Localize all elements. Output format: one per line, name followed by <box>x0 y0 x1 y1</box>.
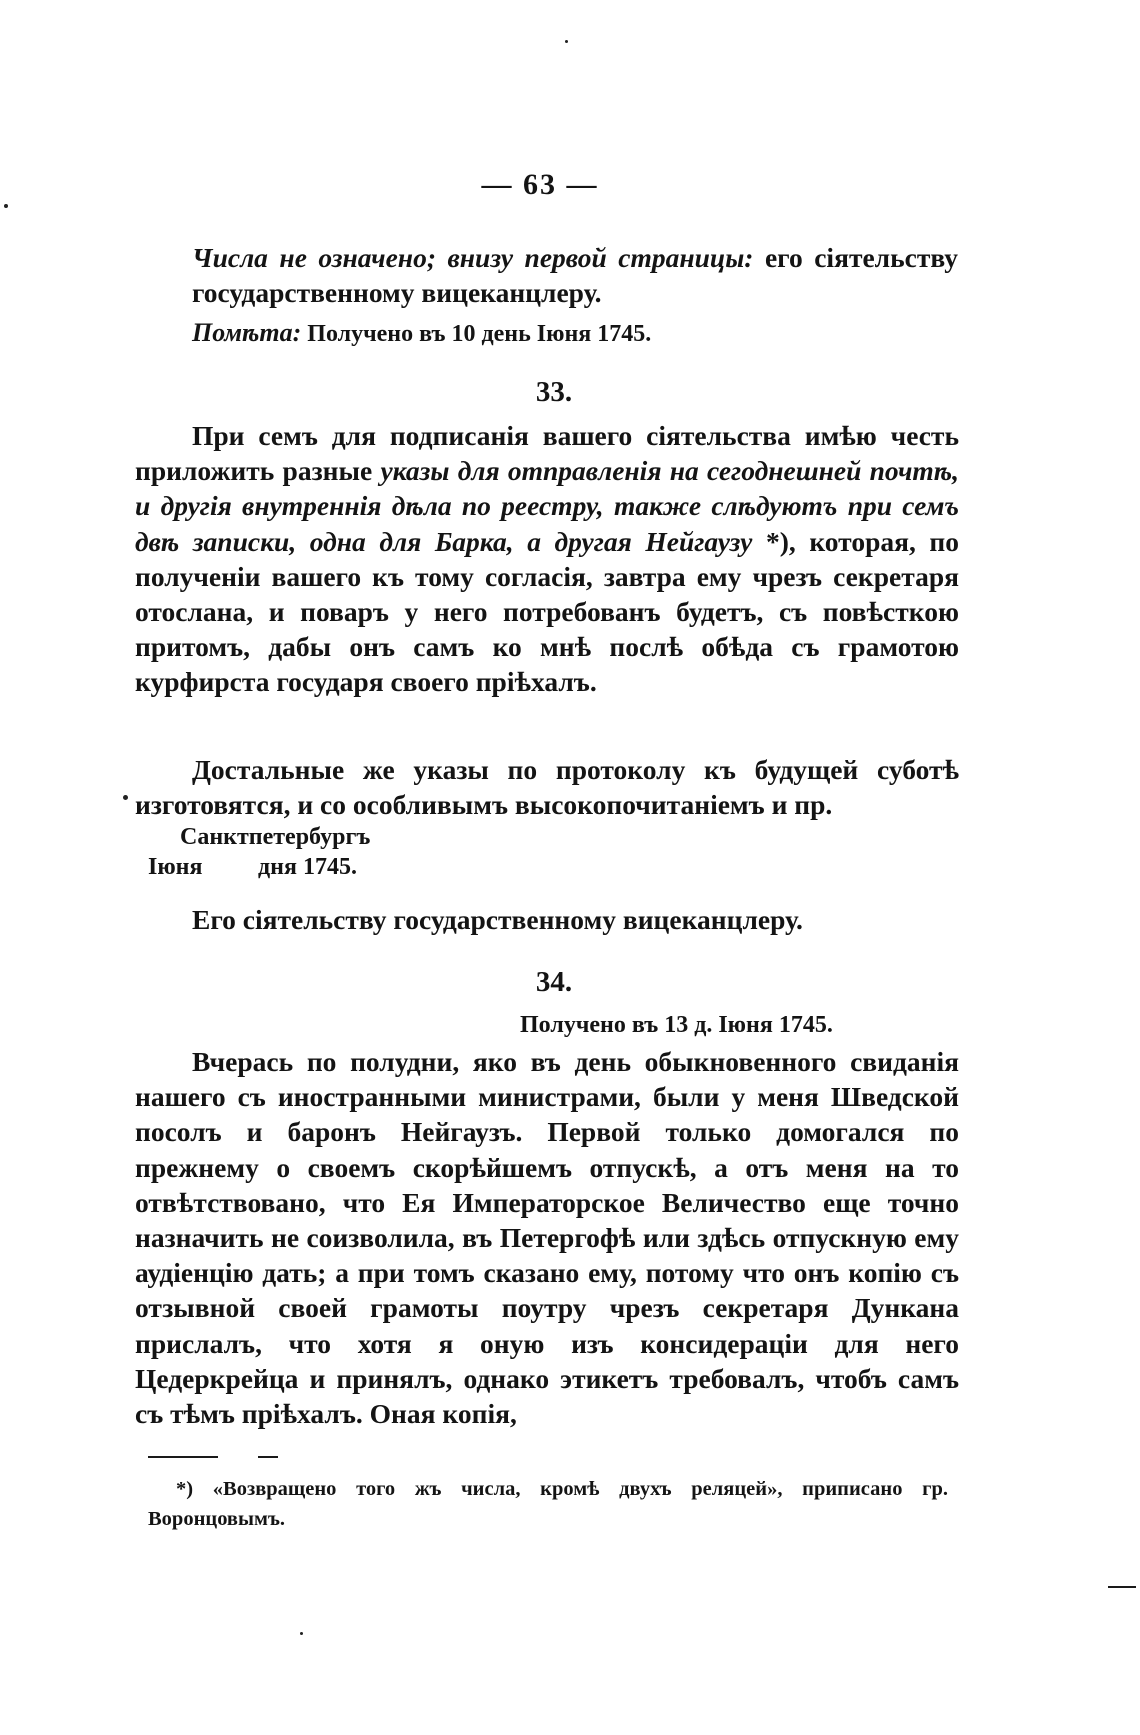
header-note-italic: Числа не означено; внизу первой страницы: <box>192 242 754 273</box>
scan-speck <box>4 204 8 208</box>
letter-33-address: Его сіятельству государственному вицеканцлеру. <box>192 904 803 935</box>
pometa-label: Помѣта: <box>192 318 302 347</box>
letter-33-place: Санктпетербургъ <box>180 824 371 850</box>
footnote-rule <box>148 1456 218 1458</box>
footnote-rule-short <box>258 1456 278 1458</box>
scan-mark <box>1108 1586 1136 1588</box>
scan-speck <box>300 1632 303 1635</box>
pometa-line <box>192 318 651 349</box>
letter-33-para-1-italic: указы для отправленія на сегоднешней почтѣ, и другія внутреннія дѣла по реестру, также слѣдуютъ при семъ двѣ записки, одна для Барка, а другая Нейгаузу <box>135 455 960 557</box>
footnote-text: «Возвращено того жъ числа, кромѣ двухъ реляцей», приписано гр. Воронцовымъ. <box>148 1478 948 1530</box>
letter-33-para-1-lead: При семъ для подписанія вашего сіятельства имѣю честь приложить разные <box>135 420 959 487</box>
letter-number-33: 33. <box>535 376 573 408</box>
footnote <box>148 1474 948 1534</box>
letter-33-para-1-rest: которая, по полученіи вашего къ тому согласія, завтра ему чрезъ секретаря отослана, и поваръ у него потребованъ будетъ, съ повѣсткою притомъ, дабы онъ самъ ко мнѣ послѣ обѣда съ грамотою курфирста государя своего пріѣхалъ. <box>135 525 960 698</box>
header-note-plain: его сіятельству государственному вицеканцлеру. <box>192 242 959 309</box>
letter-33-date-day: дня 1745. <box>258 854 357 880</box>
scan-speck <box>565 40 568 43</box>
pometa-text: Получено въ 10 день Іюня 1745. <box>307 321 652 347</box>
footnote-reference-mark: *), <box>765 525 796 557</box>
letter-33-para-1 <box>135 418 959 700</box>
scan-speck <box>123 795 128 800</box>
letter-33-para-2: Достальные же указы по протоколу къ будущей суботѣ изготовятся, и со особливымъ высокопочитаніемъ и пр. <box>135 754 959 821</box>
letter-number-34: 34. <box>535 966 573 998</box>
letter-33-date-month: Іюня <box>148 854 203 880</box>
header-note <box>192 240 958 310</box>
letter-34-body: Вчерась по полудни, яко въ день обыкновенного свиданія нашего съ иностранными министрами, были у меня Шведской посолъ и баронъ Нейгаузъ. Первой только домогался по прежнему о своемъ скорѣйшемъ отпускѣ, а отъ меня на то отвѣтствовано, что Ея Императорское Величество еще точно назначить не соизволила, въ Петергофѣ или здѣсь отпускную ему аудіенцію дать; а при томъ сказано ему, потому что онъ копію съ отзывной своей грамоты поутру чрезъ секретаря Дункана прислалъ, что хотя я оную изъ консидераціи для него Цедеркрейца и принялъ, однако этикетъ требовалъ, чтобъ самъ съ тѣмъ пріѣхалъ. Оная копія, <box>135 1046 959 1430</box>
page-number: — 63 — <box>481 168 599 201</box>
footnote-mark: *) <box>176 1478 194 1500</box>
letter-34-received: Получено въ 13 д. Іюня 1745. <box>520 1012 833 1038</box>
